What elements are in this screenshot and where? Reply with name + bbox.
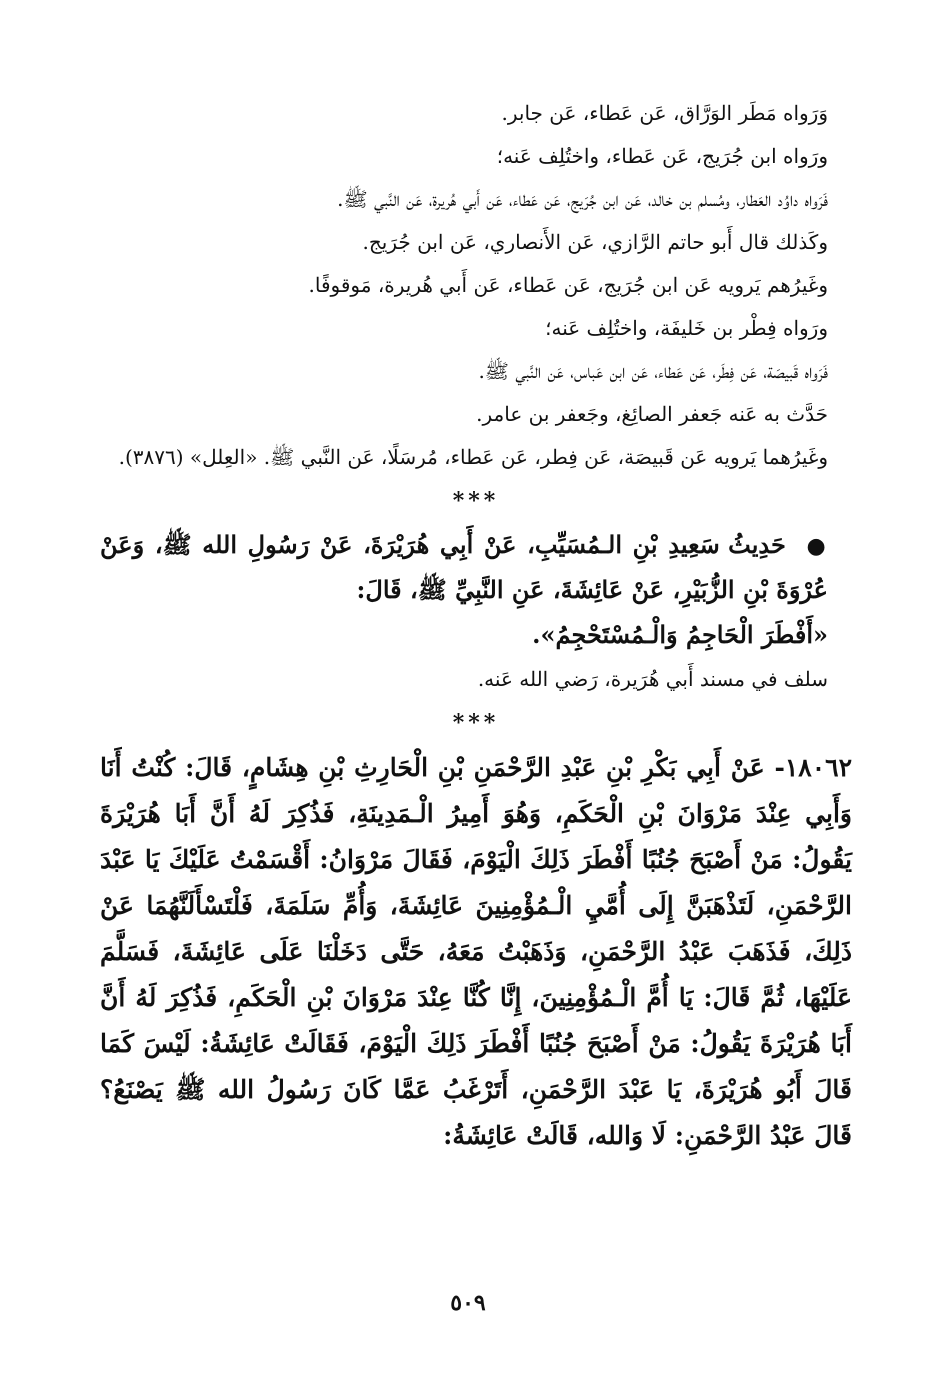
text-line: فَرَواه قَبيصَة، عَن فِطَر، عَن عَطاء، عَن ابن عَباس، عَن النَّبي ﷺ.	[478, 359, 828, 383]
hadith-quote: «أَفْطَرَ الْحَاجِمُ وَالْـمُسْتَحْجِمُ».	[532, 620, 828, 649]
page-content	[100, 92, 852, 1159]
hadith-text: حَدِيثُ سَعِيدِ بْنِ الـمُسَيِّبِ، عَنْ أَبِي هُرَيْرَةَ، عَنْ رَسُولِ الله ﷺ، وَعَنْ عُرْوَةَ بْنِ الزُّبَيْرِ، عَنْ عَائِشَةَ، عَنِ النَّبِيِّ ﷺ، قَالَ:	[100, 530, 828, 604]
text-line: ورَواه ابن جُرَيج، عَن عَطاء، واختُلِف عَنه؛	[496, 144, 828, 168]
text-line: حَدَّث به عَنه جَعفر الصائِغ، وجَعفر بن عامر.	[476, 402, 828, 426]
text-line: وغَيرُهما يَرويه عَن قَبيصَة، عَن فِطر، عَن عَطاء، مُرسَلًا، عَن النَّبي ﷺ. «العِلل» (٣٨٧٦).	[118, 445, 828, 469]
text-line: وَرَواه مَطَر الوَرَّاق، عَن عَطاء، عَن جابر.	[501, 101, 828, 125]
page-number: ٥٠٩	[450, 1290, 486, 1316]
section-separator: ***	[452, 488, 500, 514]
bullet-icon: ●	[806, 533, 828, 559]
text-line: وكَذلك قال أَبو حاتم الرَّازي، عَن الأَنصاري، عَن ابن جُرَيج.	[362, 230, 828, 254]
cross-reference-note: سلف في مسند أَبي هُرَيرة، رَضي الله عَنه.	[477, 667, 828, 691]
section-separator: ***	[452, 710, 500, 736]
text-line: وغَيرُهم يَرويه عَن ابن جُرَيج، عَن عَطاء، عَن أَبي هُريرة، مَوقوفًا.	[308, 273, 828, 297]
hadith-heading	[100, 523, 852, 612]
text-line: فَرَواه داوُد العَطار، ومُسلم بن خالد، عَن ابن جُرَيج، عَن عَطاء، عَن أَبي هُريرة، عَن النَّبي ﷺ.	[337, 187, 828, 211]
hadith-main-text: ١٨٠٦٢- عَنْ أَبِي بَكْرِ بْنِ عَبْدِ الرَّحْمَنِ بْنِ الْحَارِثِ بْنِ هِشَامٍ، قَالَ: كُنْتُ أَنَا وَأَبِي عِنْدَ مَرْوَانَ بْنِ الْحَكَمِ، وَهُوَ أَمِيرُ الْـمَدِينَةِ، فَذُكِرَ لَهُ أَنَّ أَبَا هُرَيْرَةَ يَقُولُ: مَنْ أَصْبَحَ جُنُبًا أَفْطَرَ ذَلِكَ الْيَوْمَ، فَقَالَ مَرْوَانُ: أَقْسَمْتُ عَلَيْكَ يَا عَبْدَ الرَّحْمَنِ، لَتَذْهَبَنَّ إِلَى أُمَّيِ الْـمُؤْمِنِينَ عَائِشَةَ، وَأُمِّ سَلَمَةَ، فَلْتَسْأَلَنَّهُمَا عَنْ ذَلِكَ، فَذَهَبَ عَبْدُ الرَّحْمَنِ، وَذَهَبْتُ مَعَهُ، حَتَّى دَخَلْنَا عَلَى عَائِشَةَ، فَسَلَّمَ عَلَيْهَا، ثُمَّ قَالَ: يَا أُمَّ الْـمُؤْمِنِينَ، إِنَّا كُنَّا عِنْدَ مَرْوَانَ بْنِ الْحَكَمِ، فَذُكِرَ لَهُ أَنَّ أَبَا هُرَيْرَةَ يَقُولُ: مَنْ أَصْبَحَ جُنُبًا أَفْطَرَ ذَلِكَ الْيَوْمَ، فَقَالَتْ عَائِشَةُ: لَيْسَ كَمَا قَالَ أَبُو هُرَيْرَةَ، يَا عَبْدَ الرَّحْمَنِ، أَتَرْغَبُ عَمَّا كَانَ رَسُولُ الله ﷺ يَصْنَعُ؟ قَالَ عَبْدُ الرَّحْمَنِ: لَا وَالله، قَالَتْ عَائِشَةُ:	[100, 753, 852, 1150]
text-line: ورَواه فِطْر بن خَليفَة، واختُلِف عَنه؛	[545, 316, 828, 340]
